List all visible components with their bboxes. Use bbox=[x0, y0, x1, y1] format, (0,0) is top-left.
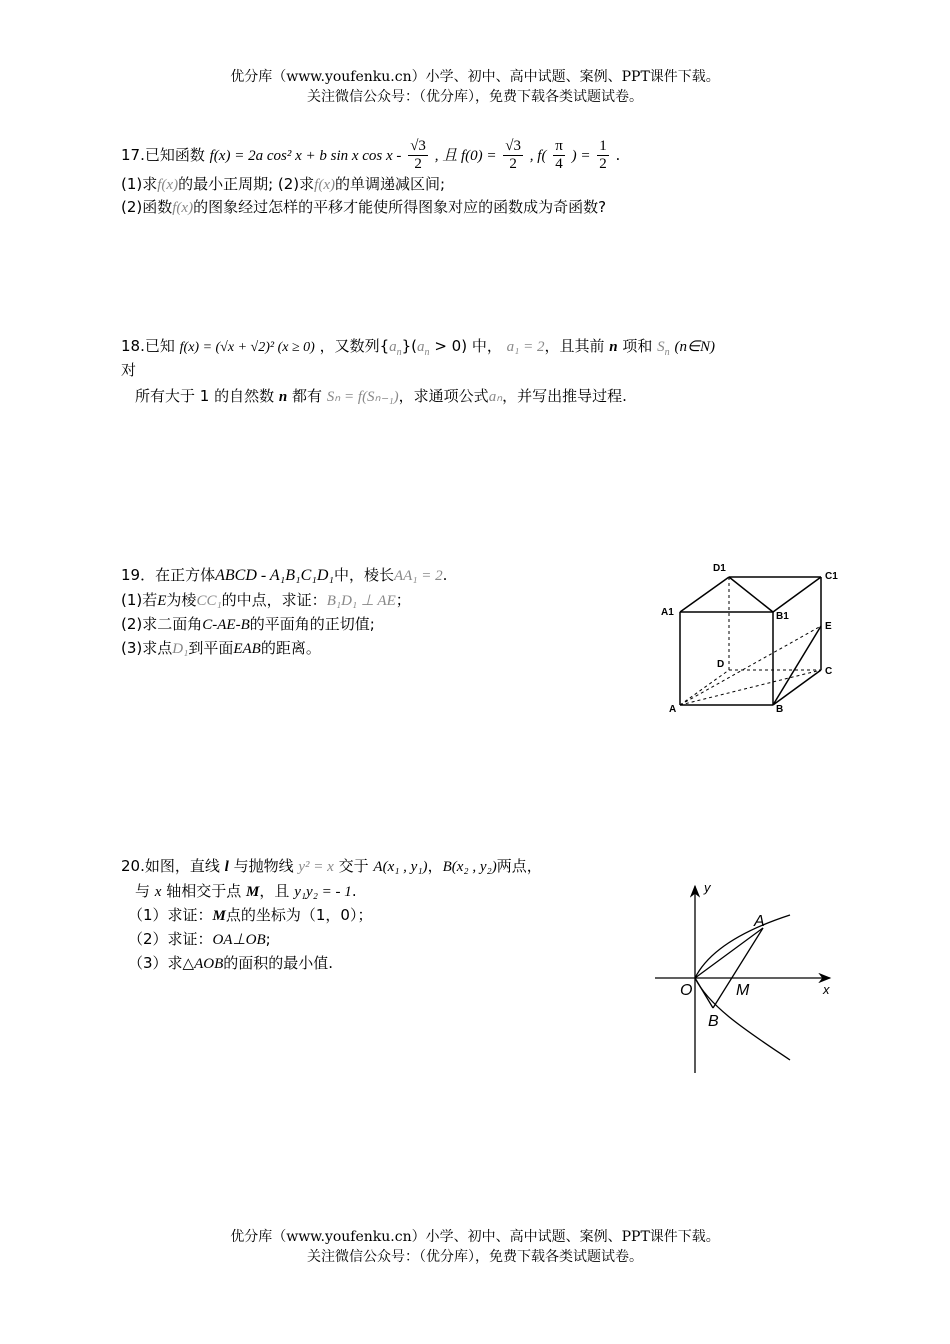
q17-function: f(x) = 2a cos² x + b sin x cos x - bbox=[209, 148, 402, 164]
q20-point-B: B(x₂ , y₂) bbox=[442, 859, 497, 875]
q20-x: x bbox=[154, 884, 162, 900]
q19-line-3 bbox=[121, 614, 375, 635]
cube-hidden-A-E bbox=[680, 626, 821, 705]
cube-label-A: A bbox=[669, 704, 677, 715]
q20-M: M bbox=[246, 884, 260, 900]
q20-line-5 bbox=[128, 953, 333, 974]
q17-fx-1: f(x) bbox=[157, 177, 179, 193]
cube-label-C1: C1 bbox=[825, 571, 838, 582]
q17-frac3-den: 4 bbox=[555, 156, 563, 172]
q18-an-3: aₙ bbox=[488, 389, 503, 405]
parabola-figure bbox=[650, 878, 850, 1078]
q20-p3a: （3）求△ bbox=[128, 954, 195, 972]
q17-condition-a: , 且 f(0) = bbox=[434, 148, 497, 164]
q19-edge: AA₁ = 2 bbox=[393, 568, 443, 584]
q17-part1b: 的最小正周期; (2)求 bbox=[178, 175, 315, 193]
q17-frac3-num: π bbox=[555, 138, 563, 154]
q18-mid1: ，又数列{ bbox=[319, 337, 390, 355]
q18-mid4: ，且其前 bbox=[544, 337, 605, 355]
q17-prefix: 17.已知函数 bbox=[121, 146, 205, 164]
q20-point-A: A(x₁ , y₁) bbox=[373, 859, 428, 875]
q18-a1: a₁ = 2 bbox=[506, 339, 545, 355]
q18-an-1: $a_n$ bbox=[389, 339, 402, 358]
q18-line2d: ，并写出推导过程. bbox=[502, 387, 627, 405]
q17-condition-c: ) = bbox=[571, 148, 591, 164]
q19-dihedral: C-AE-B bbox=[202, 617, 250, 633]
q19-line-2 bbox=[121, 590, 411, 611]
cube-label-B: B bbox=[776, 704, 784, 715]
cube-hidden-A-D bbox=[680, 670, 729, 705]
cube-segment-B-E bbox=[773, 626, 821, 705]
q17-part2a: (2)函数 bbox=[121, 198, 173, 216]
q19-cc1: CC₁ bbox=[196, 593, 222, 609]
q19-line-1 bbox=[121, 565, 447, 586]
q19-p2b: 的平面角的正切值; bbox=[249, 615, 375, 633]
q18-n2: n bbox=[278, 389, 288, 405]
q17-frac1-num: √3 bbox=[410, 138, 426, 154]
cube-hidden-A-C bbox=[680, 670, 821, 705]
q18-mid5: 项和 bbox=[622, 337, 653, 355]
cube-label-A1: A1 bbox=[661, 607, 674, 618]
q17-fraction-2 bbox=[503, 138, 523, 173]
q19-p1a: (1)若 bbox=[121, 591, 158, 609]
q18-relation: Sₙ = f(Sₙ₋₁) bbox=[326, 389, 399, 405]
label-O: O bbox=[680, 982, 693, 999]
q17-fraction-3 bbox=[553, 138, 565, 173]
label-y: y bbox=[704, 880, 711, 895]
q20-line-1 bbox=[121, 856, 542, 877]
q18-mid3: > 0) 中， bbox=[434, 337, 502, 355]
q20-line2d: . bbox=[351, 882, 357, 900]
q19-line1b: 中，棱长 bbox=[333, 566, 394, 584]
q20-line1b: 与抛物线 bbox=[233, 857, 294, 875]
q20-p2a: （2）求证： bbox=[128, 930, 213, 948]
q18-line-1 bbox=[121, 336, 715, 363]
cube-edge-D1-B1 bbox=[729, 577, 773, 612]
q17-fx-2: f(x) bbox=[314, 177, 335, 193]
q19-p2a: (2)求二面角 bbox=[121, 615, 203, 633]
q20-p2b: OA⊥OB bbox=[212, 932, 266, 948]
q20-line1e: 两点， bbox=[496, 857, 542, 875]
q20-line2b: 轴相交于点 bbox=[166, 882, 242, 900]
q19-E: E bbox=[157, 593, 167, 609]
q20-line2a: 与 bbox=[135, 882, 151, 900]
q18-line2b: 都有 bbox=[292, 387, 323, 405]
q18-mid2: }( bbox=[401, 337, 418, 355]
segment-O-A bbox=[695, 928, 763, 978]
q20-parabola: y² = x bbox=[298, 859, 334, 875]
q20-M-2: M bbox=[212, 908, 226, 924]
q17-end: . bbox=[615, 146, 621, 164]
q17-line-3 bbox=[121, 197, 606, 218]
q18-an-2: $a_n$ bbox=[417, 339, 430, 358]
cube-label-D: D bbox=[717, 659, 725, 670]
q19-d1: D₁ bbox=[172, 641, 189, 657]
label-x: x bbox=[823, 982, 830, 997]
q20-product: y₁y₂ = - 1 bbox=[294, 884, 352, 900]
q20-p3c: 的面积的最小值. bbox=[223, 954, 334, 972]
q19-p1c: 的中点，求证： bbox=[221, 591, 327, 609]
q18-line2c: ，求通项公式 bbox=[398, 387, 489, 405]
page-footer-line-2: 关注微信公众号：（优分库），免费下载各类试题试卷。 bbox=[307, 1249, 643, 1265]
q20-line-2 bbox=[135, 881, 357, 902]
q17-fraction-1 bbox=[408, 138, 428, 173]
q20-line-4 bbox=[128, 929, 271, 950]
q20-line-3 bbox=[128, 905, 372, 926]
q19-p3b: 到平面 bbox=[188, 639, 234, 657]
q18-prefix: 18.已知 bbox=[121, 337, 175, 355]
q20-l: l bbox=[224, 859, 229, 875]
q17-frac4-den: 2 bbox=[599, 156, 607, 172]
q18-line2a: 所有大于 1 的自然数 bbox=[135, 387, 275, 405]
q20-p1a: （1）求证： bbox=[128, 906, 213, 924]
q18-mid6: (n∈N) bbox=[674, 339, 716, 355]
q17-part2b: 的图象经过怎样的平移才能使所得图象对应的函数成为奇函数? bbox=[193, 198, 607, 216]
q17-frac1-den: 2 bbox=[414, 156, 422, 172]
q18-dui: 对 bbox=[121, 361, 137, 379]
cube-label-D1: D1 bbox=[713, 563, 726, 574]
q17-condition-b: , f( bbox=[529, 148, 547, 164]
q20-line1d: ， bbox=[427, 857, 443, 875]
q19-eab: EAB bbox=[233, 641, 261, 657]
q20-line1a: 20.如图，直线 bbox=[121, 857, 220, 875]
cube-edge-B-C bbox=[773, 670, 821, 705]
q20-line2c: ，且 bbox=[259, 882, 290, 900]
page-header-line-1: 优分库（www.youfenku.cn）小学、初中、高中试题、案例、PPT课件下载。 bbox=[230, 69, 720, 85]
cube-label-C: C bbox=[825, 666, 833, 677]
cube-label-B1: B1 bbox=[776, 611, 789, 622]
q17-line-1 bbox=[121, 138, 620, 173]
q19-p1b: 为棱 bbox=[166, 591, 197, 609]
q19-p3a: (3)求点 bbox=[121, 639, 173, 657]
label-A: A bbox=[754, 913, 765, 930]
q17-part1a: (1)求 bbox=[121, 175, 158, 193]
q18-Sn: $S_n$ bbox=[657, 339, 670, 358]
q19-line1c: . bbox=[442, 566, 448, 584]
q17-frac4-num: 1 bbox=[599, 138, 607, 154]
label-M: M bbox=[736, 982, 750, 999]
segment-O-B bbox=[695, 978, 713, 1008]
q17-line-2 bbox=[121, 174, 445, 195]
q17-fraction-4 bbox=[597, 138, 609, 173]
q18-n: n bbox=[609, 339, 618, 355]
q20-p1b: 点的坐标为（1，0）； bbox=[225, 906, 373, 924]
q19-line1a: 19．在正方体 bbox=[121, 566, 216, 584]
cube-edge-B1-C1 bbox=[773, 577, 821, 612]
q19-p3c: 的距离。 bbox=[260, 639, 321, 657]
label-B: B bbox=[708, 1013, 719, 1030]
cube-label-E: E bbox=[825, 621, 832, 632]
cube-edge-A1-D1 bbox=[680, 577, 729, 612]
q18-function: f(x) = (√x + √2)² (x ≥ 0) bbox=[179, 340, 315, 355]
q19-perp: B₁D₁ ⊥ AE bbox=[326, 593, 396, 609]
q17-fx-3: f(x) bbox=[172, 200, 194, 216]
q19-p1d: ； bbox=[395, 591, 411, 609]
q19-cube: ABCD - A₁B₁C₁D₁ bbox=[215, 567, 334, 584]
cube-figure bbox=[655, 555, 855, 720]
q20-p2c: ; bbox=[265, 930, 271, 948]
page-footer-line-1: 优分库（www.youfenku.cn）小学、初中、高中试题、案例、PPT课件下载。 bbox=[230, 1229, 720, 1245]
q20-line1c: 交于 bbox=[338, 857, 369, 875]
page-header-line-2: 关注微信公众号：（优分库），免费下载各类试题试卷。 bbox=[307, 89, 643, 105]
q17-frac2-num: √3 bbox=[505, 138, 522, 154]
q18-line-2 bbox=[135, 386, 627, 407]
q19-line-4 bbox=[121, 638, 321, 659]
q20-p3b: AOB bbox=[194, 956, 224, 972]
q17-part1c: 的单调递减区间; bbox=[334, 175, 446, 193]
q17-frac2-den: 2 bbox=[509, 156, 517, 172]
